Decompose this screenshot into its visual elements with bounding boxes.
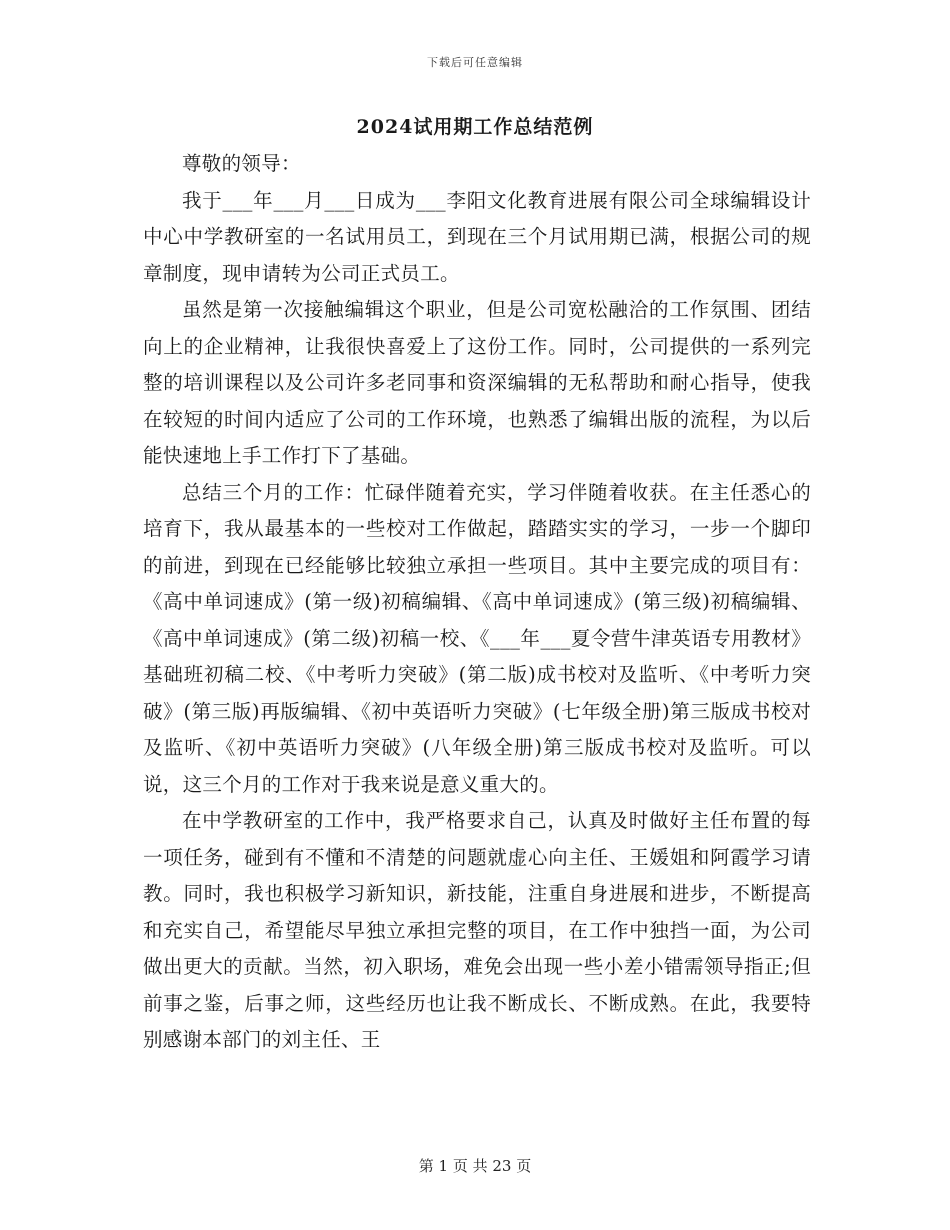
- paragraph-3: 总结三个月的工作：忙碌伴随着充实，学习伴随着收获。在主任悉心的培育下，我从最基本的一些校对工作做起，踏踏实实的学习，一步一个脚印的前进，到现在已经能够比较独立承担一些项目。其中主要完成的项目有：《高中单词速成》(第一级)初稿编辑、《高中单词速成》(第三级)初稿编辑、《高中单词速成》(第二级)初稿一校、《___年___夏令营牛津英语专用教材》基础班初稿二校、《中考听力突破》(第二版)成书校对及监听、《中考听力突破》(第三版)再版编辑、《初中英语听力突破》(七年级全册)第三版成书校对及监听、《初中英语听力突破》(八年级全册)第三版成书校对及监听。可以说，这三个月的工作对于我来说是意义重大的。: [143, 480, 811, 796]
- document-body: [143, 146, 811, 1059]
- paragraph-2: 虽然是第一次接触编辑这个职业，但是公司宽松融洽的工作氛围、团结向上的企业精神，让我很快喜爱上了这份工作。同时，公司提供的一系列完整的培训课程以及公司许多老同事和资深编辑的无私帮助和耐心指导，使我在较短的时间内适应了公司的工作环境，也熟悉了编辑出版的流程，为以后能快速地上手工作打下了基础。: [143, 298, 811, 467]
- header-note: 下载后可任意编辑: [427, 56, 523, 69]
- page-number: 第 1 页 共 23 页: [418, 1157, 532, 1175]
- paragraph-4: 在中学教研室的工作中，我严格要求自己，认真及时做好主任布置的每一项任务，碰到有不懂和不清楚的问题就虚心向主任、王媛姐和阿霞学习请教。同时，我也积极学习新知识，新技能，注重自身进展和进步，不断提高和充实自己，希望能尽早独立承担完整的项目，在工作中独挡一面，为公司做出更大的贡献。当然，初入职场，难免会出现一些小差小错需领导指正;但前事之鉴，后事之师，这些经历也让我不断成长、不断成熟。在此，我要特别感谢本部门的刘主任、王: [143, 809, 811, 1051]
- document-title: 2024试用期工作总结范例: [356, 116, 594, 138]
- paragraph-1: 我于___年___月___日成为___李阳文化教育进展有限公司全球编辑设计中心中学教研室的一名试用员工，到现在三个月试用期已满，根据公司的规章制度，现申请转为公司正式员工。: [143, 188, 811, 285]
- salutation: 尊敬的领导：: [182, 152, 301, 175]
